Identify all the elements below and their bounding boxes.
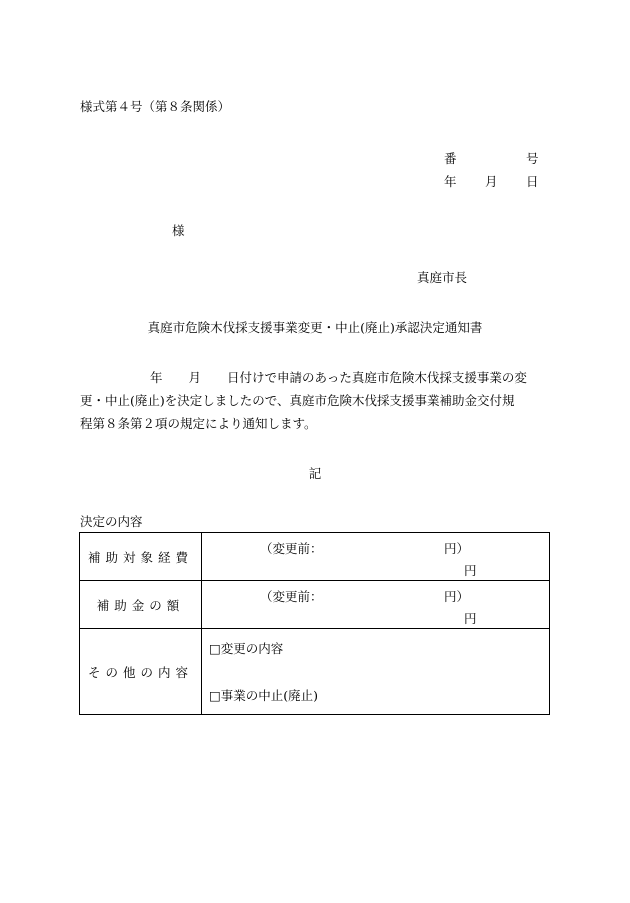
table-row [80, 629, 550, 715]
doc-number-suffix: 号 [526, 151, 539, 166]
body-line-1 [80, 366, 555, 389]
document-title: 真庭市危険木伐採支援事業変更・中止(廃止)承認決定通知書 [147, 320, 483, 335]
body-year-label: 年 [150, 370, 163, 385]
table-row [80, 533, 550, 581]
form-number: 様式第４号（第８条関係） [80, 99, 231, 114]
date-year-label: 年 [444, 174, 457, 189]
row-value-subsidy-expenses [202, 533, 550, 581]
notice-body [80, 366, 555, 435]
date-month-label: 月 [485, 174, 498, 189]
after-change-unit: 円 [464, 563, 477, 578]
issuer: 真庭市長 [417, 270, 468, 285]
row-label-subsidy-expenses: 補助対象経費 [80, 533, 202, 581]
table-row [80, 581, 550, 629]
body-line-2: 更・中止(廃止)を決定しましたので、真庭市危険木伐採支援事業補助金交付規 [80, 393, 515, 408]
decision-table [79, 532, 550, 715]
body-line-3: 程第８条第２項の規定により通知します。 [80, 416, 317, 431]
row-value-subsidy-amount [202, 581, 550, 629]
row-label-other-content: その他の内容 [80, 629, 202, 715]
body-line-1-text: 日付けで申請のあった真庭市危険木伐採支援事業の変 [227, 370, 527, 385]
date-day-label: 日 [526, 174, 539, 189]
section-label: 決定の内容 [80, 514, 143, 529]
after-change-unit: 円 [464, 611, 477, 626]
before-change-label: （変更前： [260, 541, 323, 556]
doc-number-label: 番 [444, 151, 457, 166]
row-label-subsidy-amount: 補助金の額 [80, 581, 202, 629]
before-change-unit: 円） [444, 541, 470, 556]
ki-marker: 記 [308, 466, 322, 481]
addressee-suffix: 様 [172, 223, 185, 238]
row-value-other-content [202, 629, 550, 715]
checkbox-change-content[interactable]: □変更の内容 [209, 641, 284, 656]
before-change-label: （変更前： [260, 589, 323, 604]
before-change-unit: 円） [444, 589, 470, 604]
body-month-label: 月 [188, 370, 202, 385]
checkbox-project-cancellation[interactable]: □事業の中止(廃止) [209, 688, 319, 703]
